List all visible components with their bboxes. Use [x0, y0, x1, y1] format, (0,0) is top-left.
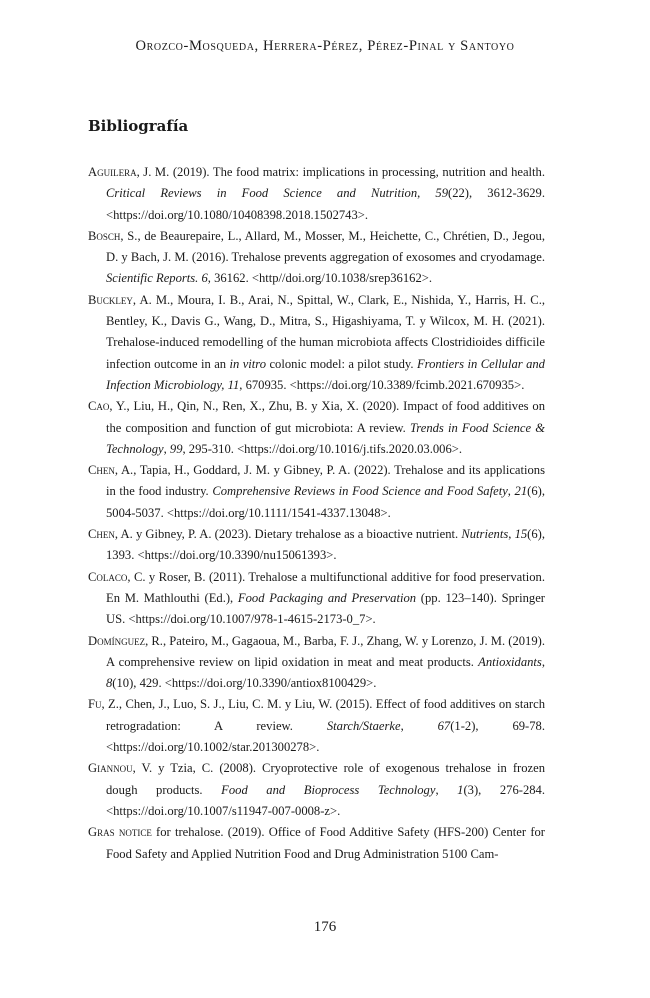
reference-tail: (3), 276-284. <https://doi.org/10.1007/s11947-007-0008-z>. — [106, 782, 545, 818]
reference-journal: Nutrients — [461, 527, 509, 542]
reference-gras-notice-2019 — [88, 822, 545, 865]
reference-text: , S., de Beaurepaire, L., Allard, M., Mosser, M., Heichette, C., Chrétien, D., Jegou, D. y Bach, J. M. (2016). Trehalose prevents aggregation of exosomes and cryodamage. — [106, 228, 545, 265]
reference-author: Chen — [88, 527, 115, 542]
reference-tail: , 36162. <http//doi.org/10.1038/srep36162>. — [207, 271, 432, 286]
reference-text: for trehalose. (2019). Office of Food Additive Safety (HFS-200) Center for Food Safety and Applied Nutrition Food and Drug Administration 5100 Cam- — [106, 825, 546, 861]
reference-author: Gras notice — [88, 825, 152, 840]
reference-tail: (22), 3612-3629. <https://doi.org/10.1080/10408398.2018.1502743>. — [106, 186, 545, 222]
reference-volume: 21 — [514, 484, 528, 499]
reference-tail: (6), 1393. <https://doi.org/10.3390/nu15061393>. — [106, 527, 545, 563]
reference-text: , V. y Tzia, C. (2008). Cryoprotective role of exogenous trehalose in frozen dough products. — [106, 761, 545, 797]
reference-separator: , — [507, 484, 515, 499]
reference-separator: , — [400, 718, 438, 733]
reference-journal: Critical Reviews in Food Science and Nutrition — [106, 186, 418, 201]
reference-text: , A., Tapia, H., Goddard, J. M. y Gibney, P. A. (2022). Trehalose and its applications in the food industry. — [106, 463, 545, 499]
reference-book-title: Food Packaging and Preservation — [237, 590, 417, 605]
reference-aguilera-2019 — [88, 162, 545, 226]
reference-author: Domínguez — [88, 633, 146, 648]
reference-author: Buckley — [88, 292, 133, 307]
reference-tail: , 295-310. <https://doi.org/10.1016/j.tifs.2020.03.006>. — [182, 441, 462, 456]
reference-text: , J. M. (2019). The food matrix: implications in processing, nutrition and health. — [136, 165, 545, 179]
reference-chen-2023 — [88, 524, 545, 567]
reference-author: Chen — [88, 463, 115, 478]
page-number: 176 — [313, 919, 337, 935]
reference-italic-term: in vitro — [229, 356, 267, 371]
reference-colaco-2011 — [88, 567, 545, 631]
reference-tail: , 670935. <https://doi.org/10.3389/fcimb.2021.670935>. — [239, 377, 525, 392]
reference-separator: , — [508, 527, 515, 542]
reference-text: , A. M., Moura, I. B., Arai, N., Spittal, W., Clark, E., Nishida, Y., Harris, H. C., Bentley, K., Davis G., Wang, D., Mitra, S., Higashiyama, T. y Wilcox, M. H. (2021). Trehalose-induced remodelling of the human microbiota affects Clostridioides difficile infection outcome in an — [106, 292, 545, 371]
reference-fu-2015 — [88, 694, 545, 758]
reference-journal: Frontiers in Cellular and Infection Microbiology, 11 — [106, 356, 545, 392]
reference-volume: 1 — [457, 782, 464, 797]
section-title: Bibliografía — [88, 117, 189, 135]
reference-volume: 99 — [169, 441, 183, 456]
reference-tail: (pp. 123–140). Springer US. <https://doi.org/10.1007/978-1-4615-2173-0_7>. — [106, 590, 545, 627]
reference-journal: Comprehensive Reviews in Food Science and Food Safety — [212, 484, 508, 499]
reference-chen-2022 — [88, 460, 545, 524]
reference-author: Bosch — [88, 228, 121, 243]
reference-text: , Y., Liu, H., Qin, N., Ren, X., Zhu, B. y Xia, X. (2020). Impact of food additives on the composition and function of gut microbiota: A review. — [106, 399, 545, 435]
running-head: Orozco-Mosqueda, Herrera-Pérez, Pérez-Pinal y Santoyo — [135, 38, 515, 54]
reference-author: Aguilera — [88, 165, 137, 179]
reference-bosch-2016 — [88, 226, 545, 290]
reference-author: Colaco — [88, 569, 128, 584]
reference-text: , Z., Chen, J., Luo, S. J., Liu, C. M. y Liu, W. (2015). Effect of food additives on starch retrogradation: A review. — [101, 697, 545, 733]
reference-separator: , — [435, 782, 458, 797]
reference-separator: colonic model: a pilot study. — [266, 356, 417, 371]
bibliography-list — [88, 162, 545, 865]
reference-journal: Scientific Reports. 6 — [106, 271, 208, 286]
reference-author: Cao — [88, 399, 110, 414]
reference-author: Giannou — [88, 761, 133, 776]
reference-journal: Starch/Staerke — [326, 718, 401, 733]
reference-separator: , — [541, 654, 545, 669]
reference-volume: 67 — [437, 718, 451, 733]
reference-tail: (1-2), 69-78. <https://doi.org/10.1002/star.201300278>. — [106, 718, 545, 755]
reference-journal: Trends in Food Science & Technology — [106, 420, 545, 456]
reference-tail: (10), 429. <https://doi.org/10.3390/antiox8100429>. — [112, 676, 377, 691]
reference-text: , R., Pateiro, M., Gagaoua, M., Barba, F. J., Zhang, W. y Lorenzo, J. M. (2019). A comprehensive review on lipid oxidation in meat and meat products. — [106, 633, 545, 669]
reference-volume: 15 — [514, 527, 528, 542]
reference-cao-2020 — [88, 396, 545, 460]
reference-text: , A. y Gibney, P. A. (2023). Dietary trehalose as a bioactive nutrient. — [114, 527, 462, 542]
reference-dominguez-2019 — [88, 631, 545, 695]
reference-tail: (6), 5004-5037. <https://doi.org/10.1111/1541-4337.13048>. — [106, 484, 545, 520]
reference-separator: , — [163, 441, 170, 456]
reference-journal: Food and Bioprocess Technology — [221, 782, 436, 797]
reference-text: , C. y Roser, B. (2011). Trehalose a multifunctional additive for food preservation. En M. Mathlouthi (Ed.), — [106, 569, 545, 605]
reference-author: Fu — [88, 697, 102, 712]
reference-buckley-2021 — [88, 290, 545, 396]
reference-separator: , — [417, 186, 436, 201]
reference-journal: Antioxidants — [478, 654, 542, 669]
reference-volume: 59 — [435, 186, 449, 201]
reference-giannou-2008 — [88, 758, 545, 822]
reference-volume: 8 — [106, 676, 113, 691]
